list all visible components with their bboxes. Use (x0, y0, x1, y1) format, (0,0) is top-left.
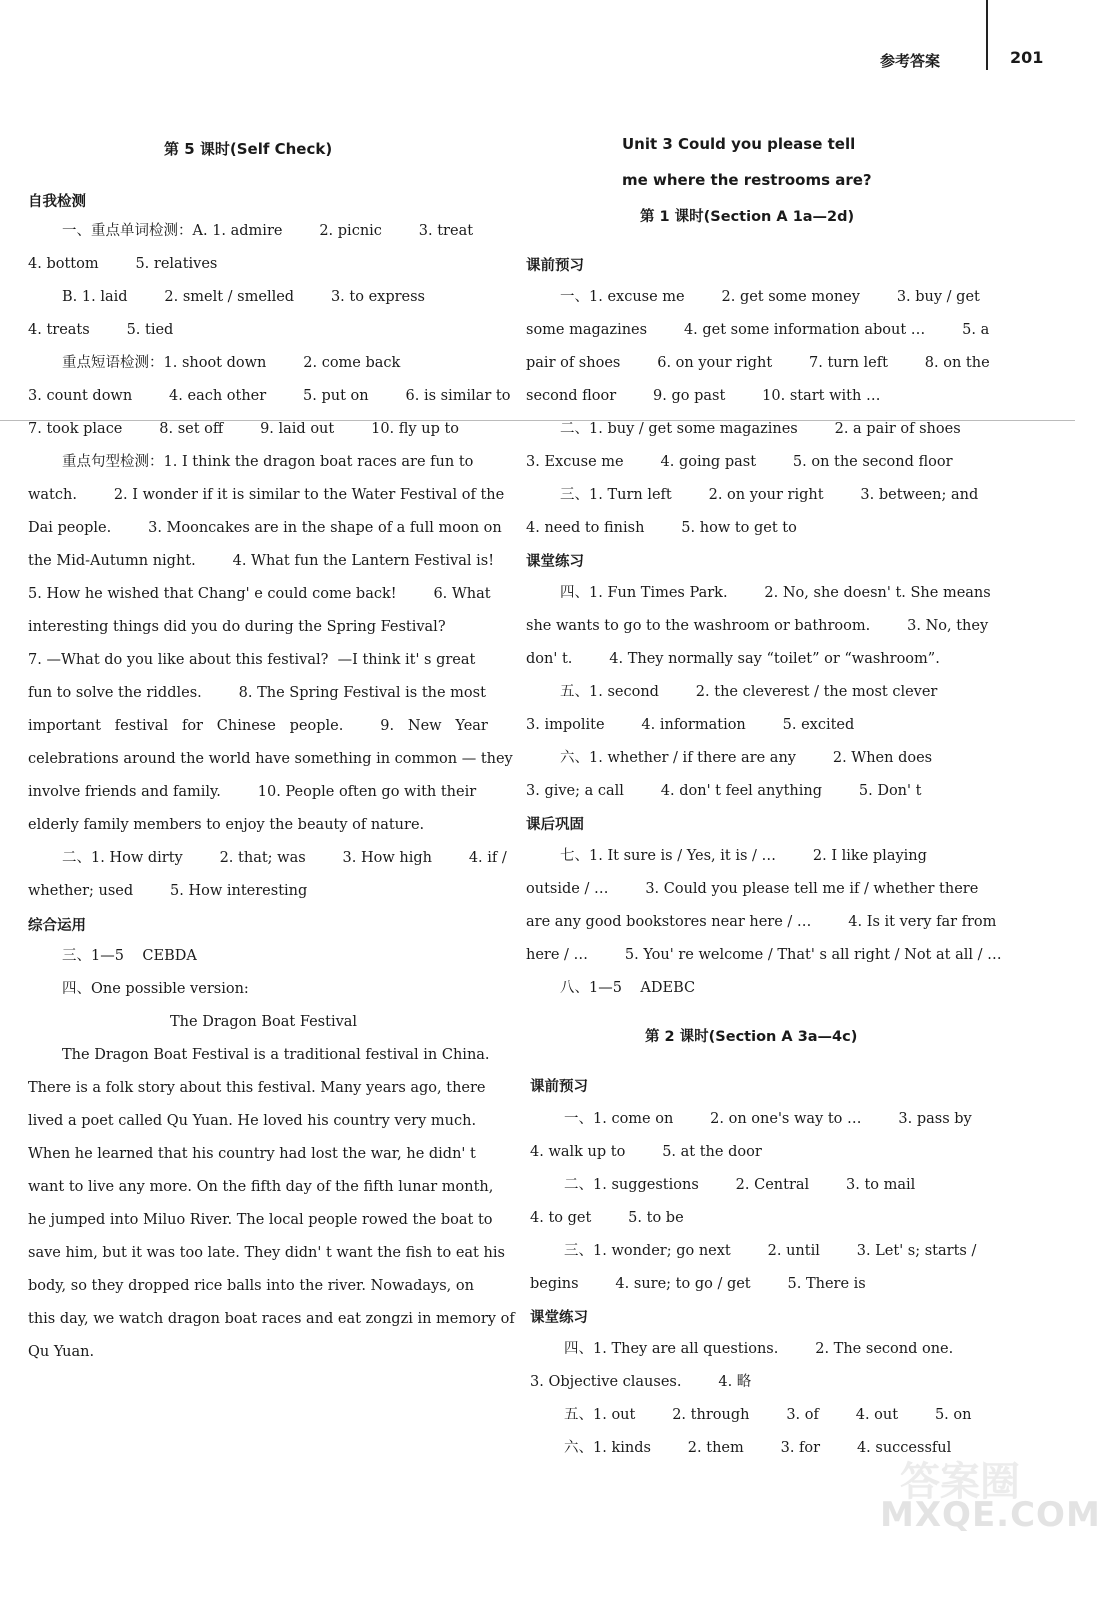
answer-line: 五、1. second 2. the cleverest / the most clever (560, 684, 938, 700)
answer-line: 二、1. suggestions 2. Central 3. to mail (564, 1177, 916, 1193)
answer-line: 7. —What do you like about this festival? —I think it' s great (28, 652, 476, 668)
unit-title-line1: Unit 3 Could you please tell (622, 135, 856, 153)
answer-line: 4. need to finish 5. how to get to (526, 520, 797, 536)
header-divider (986, 0, 988, 70)
answer-line: fun to solve the riddles. 8. The Spring Festival is the most (28, 685, 486, 701)
answer-line: whether; used 5. How interesting (28, 883, 308, 899)
answer-line: 二、1. How dirty 2. that; was 3. How high 4. if / (62, 850, 507, 866)
answer-line: 五、1. out 2. through 3. of 4. out 5. on (564, 1407, 972, 1423)
answer-line: 八、1—5 ADEBC (560, 980, 696, 996)
answer-line: elderly family members to enjoy the beauty of nature. (28, 817, 425, 833)
answer-line: B. 1. laid 2. smelt / smelled 3. to express (62, 289, 426, 305)
answer-line: 3. Excuse me 4. going past 5. on the second floor (526, 454, 953, 470)
essay-line: There is a folk story about this festival. Many years ago, there (28, 1080, 486, 1096)
essay-line: want to live any more. On the fifth day of the fifth lunar month, (28, 1179, 494, 1195)
lesson-title: 第 2 课时(Section A 3a—4c) (645, 1029, 858, 1045)
answer-line: involve friends and family. 10. People often go with their (28, 784, 477, 800)
answer-line: 四、One possible version: (62, 981, 249, 997)
answer-line: 重点短语检测：1. shoot down 2. come back (62, 355, 401, 371)
watermark-logo: 答案圈 (900, 1459, 1020, 1505)
essay-line: save him, but it was too late. They didn' t want the fish to eat his (28, 1245, 505, 1261)
answer-line: 重点句型检测：1. I think the dragon boat races are fun to (62, 454, 474, 470)
answer-line: 二、1. buy / get some magazines 2. a pair of shoes (560, 421, 961, 437)
answer-line: 四、1. They are all questions. 2. The second one. (564, 1341, 954, 1357)
answer-line: 三、1. wonder; go next 2. until 3. Let' s; starts / (564, 1243, 977, 1259)
section-heading-self-check: 自我检测 (28, 194, 86, 210)
answer-line: the Mid-Autumn night. 4. What fun the Lantern Festival is! (28, 553, 495, 569)
answer-line: interesting things did you do during the Spring Festival? (28, 619, 446, 635)
answer-line: don' t. 4. They normally say “toilet” or “washroom”. (526, 651, 940, 667)
answer-line: 六、1. kinds 2. them 3. for 4. successful (564, 1440, 952, 1456)
answer-line: celebrations around the world have something in common — they (28, 751, 513, 767)
answer-line: 4. to get 5. to be (530, 1210, 684, 1226)
section-heading-classwork: 课堂练习 (526, 554, 584, 570)
section-heading-classwork: 课堂练习 (530, 1310, 588, 1326)
answer-line: Dai people. 3. Mooncakes are in the shape of a full moon on (28, 520, 502, 536)
answer-line: some magazines 4. get some information about … 5. a (526, 322, 990, 338)
answer-line: 4. bottom 5. relatives (28, 256, 218, 272)
answer-line: 4. walk up to 5. at the door (530, 1144, 762, 1160)
unit-title-line2: me where the restrooms are? (622, 171, 872, 189)
answer-line: 三、1. Turn left 2. on your right 3. between; and (560, 487, 979, 503)
answer-line: 4. treats 5. tied (28, 322, 174, 338)
answer-line: 7. took place 8. set off 9. laid out 10. fly up to (28, 421, 460, 437)
section-heading-integrated: 综合运用 (28, 918, 86, 934)
section-heading-preview: 课前预习 (530, 1079, 588, 1095)
essay-line: When he learned that his country had lost the war, he didn' t (28, 1146, 476, 1162)
answer-line: 一、重点单词检测：A. 1. admire 2. picnic 3. treat (62, 223, 474, 239)
essay-line: this day, we watch dragon boat races and eat zongzi in memory of (28, 1311, 515, 1327)
answer-line: begins 4. sure; to go / get 5. There is (530, 1276, 866, 1292)
answer-line: pair of shoes 6. on your right 7. turn left 8. on the (526, 355, 990, 371)
answer-line: watch. 2. I wonder if it is similar to the Water Festival of the (28, 487, 505, 503)
section-heading-preview: 课前预习 (526, 258, 584, 274)
answer-line: second floor 9. go past 10. start with … (526, 388, 881, 404)
answer-line: she wants to go to the washroom or bathroom. 3. No, they (526, 618, 989, 634)
essay-line: Qu Yuan. (28, 1344, 95, 1360)
lesson-title: 第 1 课时(Section A 1a—2d) (640, 209, 855, 225)
answer-line: 四、1. Fun Times Park. 2. No, she doesn' t. She means (560, 585, 991, 601)
answer-line: here / … 5. You' re welcome / That' s all right / Not at all / … (526, 947, 1002, 963)
answer-line: important festival for Chinese people. 9. New Year (28, 718, 488, 734)
header-label: 参考答案 (880, 52, 941, 70)
lesson-title: 第 5 课时(Self Check) (164, 140, 333, 158)
answer-line: 3. Objective clauses. 4. 略 (530, 1374, 752, 1390)
section-heading-review: 课后巩固 (526, 817, 584, 833)
page-number: 201 (1010, 48, 1044, 67)
answer-line: 3. impolite 4. information 5. excited (526, 717, 855, 733)
answer-line: 5. How he wished that Chang' e could come back! 6. What (28, 586, 491, 602)
essay-line: The Dragon Boat Festival is a traditional festival in China. (62, 1047, 490, 1063)
answer-line: 三、1—5 CEBDA (62, 948, 197, 964)
essay-line: he jumped into Miluo River. The local people rowed the boat to (28, 1212, 493, 1228)
essay-line: lived a poet called Qu Yuan. He loved his country very much. (28, 1113, 477, 1129)
watermark-url: MXQE.COM (880, 1495, 1101, 1535)
answer-line: 一、1. excuse me 2. get some money 3. buy / get (560, 289, 980, 305)
answer-line: 七、1. It sure is / Yes, it is / … 2. I like playing (560, 848, 927, 864)
answer-line: 3. count down 4. each other 5. put on 6. is similar to (28, 388, 511, 404)
answer-line: outside / … 3. Could you please tell me if / whether there (526, 881, 979, 897)
answer-line: 3. give; a call 4. don' t feel anything 5. Don' t (526, 783, 922, 799)
answer-line: 六、1. whether / if there are any 2. When does (560, 750, 933, 766)
answer-line: are any good bookstores near here / … 4. Is it very far from (526, 914, 997, 930)
essay-line: body, so they dropped rice balls into the river. Nowadays, on (28, 1278, 474, 1294)
essay-title: The Dragon Boat Festival (170, 1014, 358, 1030)
answer-line: 一、1. come on 2. on one's way to … 3. pass by (564, 1111, 972, 1127)
